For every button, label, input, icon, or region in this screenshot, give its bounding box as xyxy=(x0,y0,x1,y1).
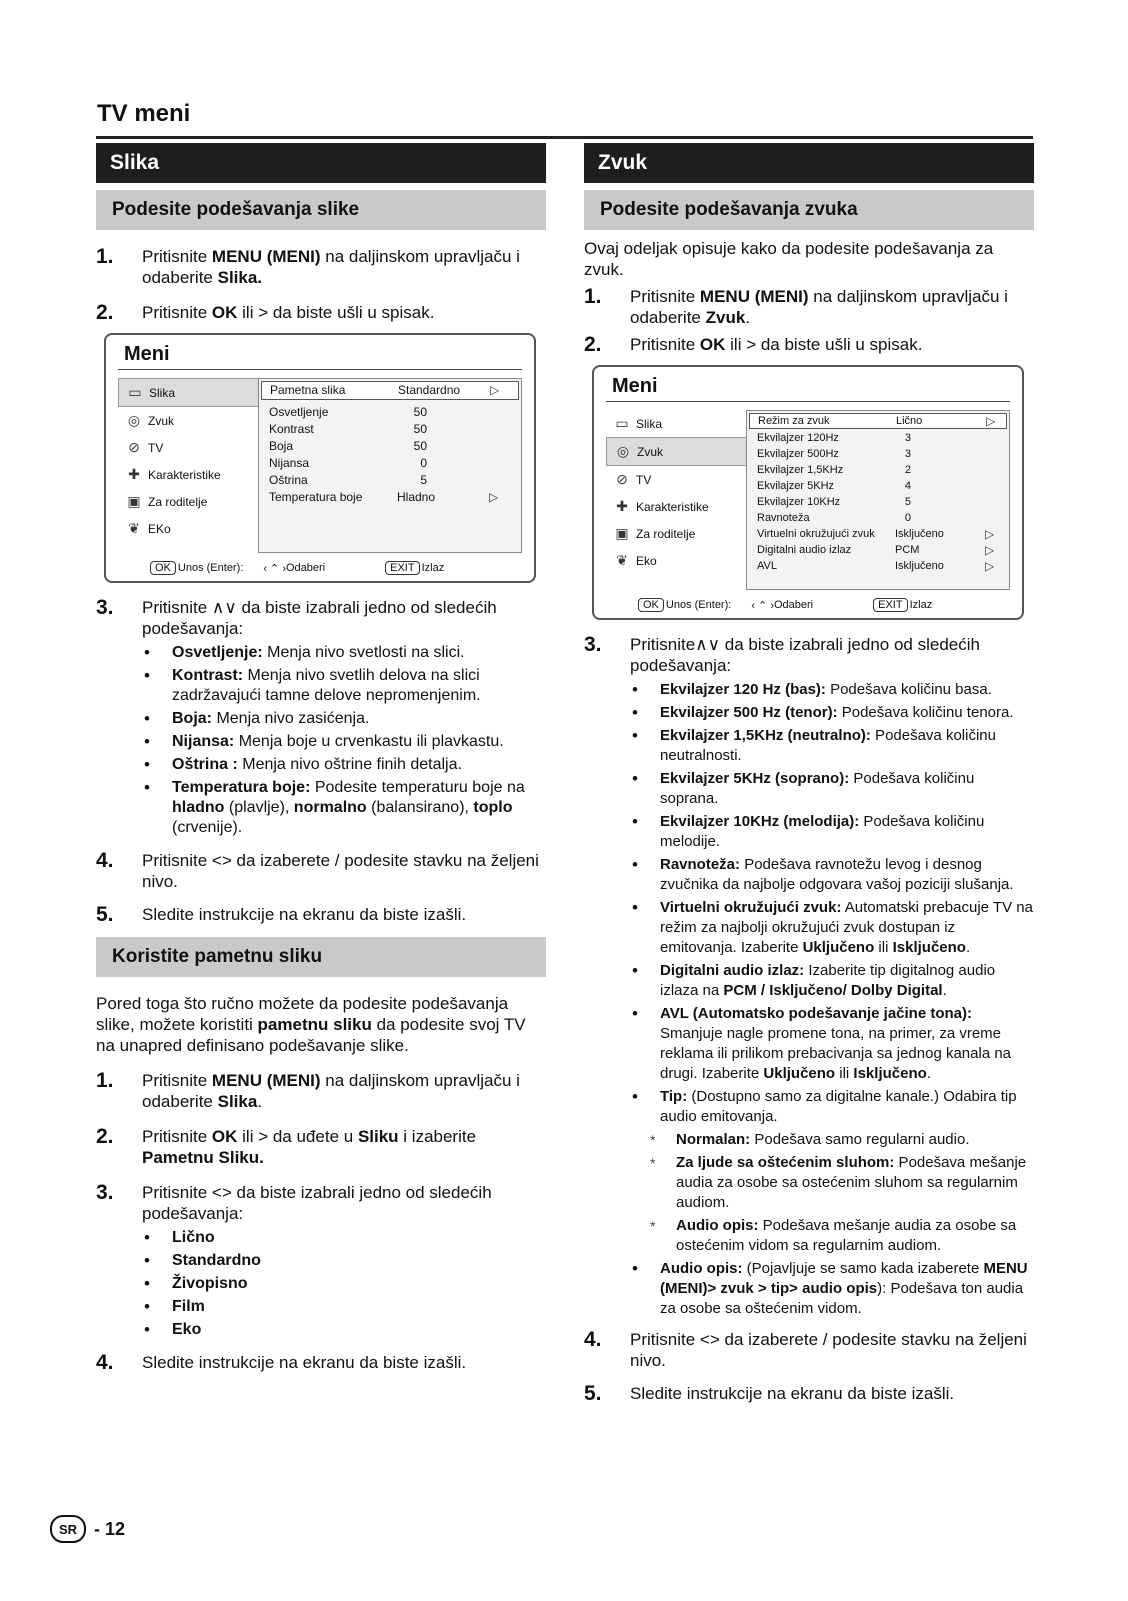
text-bold: normalno xyxy=(293,799,367,816)
label: Karakteristike xyxy=(148,467,221,482)
arrow-right-icon: ▷ xyxy=(986,414,996,428)
osd-row[interactable] xyxy=(261,489,519,506)
step-text xyxy=(142,1126,546,1168)
osd-sidebar-item-eco[interactable] xyxy=(118,515,258,542)
text-bold: Kontrast: xyxy=(172,667,244,684)
text-bold: Uključeno xyxy=(763,1065,836,1082)
osd-row-sound-mode[interactable] xyxy=(749,413,1007,429)
step-text: Pritisnite ∧∨ da biste izabrali jedno od sledećih podešavanja: xyxy=(142,598,497,638)
text: na daljinskom upravljaču i odaberite xyxy=(630,287,1008,327)
osd-row[interactable] xyxy=(749,526,1007,542)
preset-name: Lično xyxy=(172,1229,215,1246)
tv-screen-icon: ▭ xyxy=(128,384,142,400)
list-item xyxy=(630,726,1034,766)
label: EKo xyxy=(148,521,171,536)
list-item-sub xyxy=(630,1216,1034,1256)
satellite-icon: ⊘ xyxy=(128,439,140,455)
text-bold: Pametnu Sliku. xyxy=(142,1148,264,1167)
text: ili xyxy=(835,1065,854,1082)
text: Podešava količinu soprana. xyxy=(660,770,975,807)
preset-name: Živopisno xyxy=(172,1275,248,1292)
setting-value: 0 xyxy=(904,512,911,524)
setting-value: Isključeno xyxy=(895,528,944,540)
section-heading-zvuk: Zvuk xyxy=(584,143,1034,183)
osd-row[interactable] xyxy=(749,430,1007,446)
step-3 xyxy=(584,634,1034,676)
step-text: Sledite instrukcije na ekranu da biste izašli. xyxy=(142,905,467,924)
exit-label: Izlaz xyxy=(421,562,445,574)
label: Zvuk xyxy=(637,444,664,459)
text: ili xyxy=(874,939,893,956)
label: Za roditelje xyxy=(148,494,208,509)
step-number: 1. xyxy=(96,245,114,268)
setting-value: Lično xyxy=(896,415,923,427)
label: TV xyxy=(636,472,652,487)
step-text: Pritisnite∧∨ da biste izabrali jedno od sledećih podešavanja: xyxy=(630,635,980,675)
osd-row[interactable] xyxy=(261,421,519,438)
setting-value: 4 xyxy=(904,480,911,492)
smart-picture-intro xyxy=(96,993,546,1056)
step-text: Sledite instrukcije na ekranu da biste izašli. xyxy=(630,1384,955,1403)
step-1 xyxy=(96,1070,546,1112)
step-number: 4. xyxy=(96,1351,114,1374)
text-bold: Normalan: xyxy=(676,1131,751,1148)
text: . xyxy=(257,1092,263,1111)
tools-icon: ✚ xyxy=(616,498,628,514)
step-number: 4. xyxy=(584,1328,602,1351)
setting-name: Ekvilajzer 5KHz xyxy=(757,480,835,492)
arrow-right-icon: ▷ xyxy=(985,527,995,541)
picture-section xyxy=(96,143,546,1373)
list-item xyxy=(630,680,1034,700)
preset-name: Standardno xyxy=(172,1252,261,1269)
step-number: 2. xyxy=(96,301,114,324)
osd-row[interactable] xyxy=(749,462,1007,478)
text-bold: Ravnoteža: xyxy=(660,856,741,873)
satellite-icon: ⊘ xyxy=(616,471,628,487)
setting-value: 5 xyxy=(420,473,427,487)
osd-row[interactable] xyxy=(749,558,1007,574)
osd-sidebar-item-slika[interactable] xyxy=(118,378,260,407)
text: Podešava ravnotežu levog i desnog zvučnika da najbolje odgovara vašoj poziciji slušanja. xyxy=(660,856,1014,893)
osd-row[interactable] xyxy=(749,494,1007,510)
text: ): Podešava ton audia za osobe sa oštećenim vidom. xyxy=(660,1280,1024,1317)
osd-footer xyxy=(594,590,1022,618)
arrow-right-icon: ▷ xyxy=(985,543,995,557)
osd-sidebar-item-tv[interactable] xyxy=(606,466,746,493)
text: Podešava mešanje audia za osobe sa ostećenim sluhom sa regularnim audiom. xyxy=(676,1154,1027,1211)
list-item-sub xyxy=(630,1153,1034,1213)
list-item xyxy=(142,643,546,663)
subheading-smart-picture: Koristite pametnu sliku xyxy=(96,937,546,977)
text-bold: AVL (Automatsko podešavanje jačine tona): xyxy=(660,1005,973,1022)
text: Smanjuje nagle promene tona, na primer, za vreme reklama ili prilikom prebacivanja sa jednog kanala na drugi. Izaberite xyxy=(660,1025,1012,1082)
text-bold: Audio opis: xyxy=(660,1260,743,1277)
step-5 xyxy=(96,904,546,925)
setting-value: 3 xyxy=(904,432,911,444)
text-bold: MENU (MENI) xyxy=(699,287,809,306)
setting-name: Ekvilajzer 120Hz xyxy=(757,432,839,444)
setting-name: Ravnoteža xyxy=(757,512,810,524)
osd-sidebar-item-parental[interactable] xyxy=(118,488,258,515)
step-number: 5. xyxy=(96,903,114,926)
text-bold: pametnu sliku xyxy=(257,1015,372,1034)
osd-footer xyxy=(106,553,534,581)
list-item xyxy=(142,1228,546,1248)
text-bold: Ekvilajzer 1,5KHz (neutralno): xyxy=(660,727,871,744)
list-item xyxy=(142,1251,546,1271)
setting-value: 3 xyxy=(904,448,911,460)
text-bold: Digitalni audio izlaz: xyxy=(660,962,805,979)
text: ili > da biste ušli u spisak. xyxy=(237,303,435,322)
osd-sidebar-item-parental[interactable] xyxy=(606,520,746,547)
text-bold: Ekvilajzer 10KHz (melodija): xyxy=(660,813,860,830)
text-bold: Oštrina : xyxy=(172,756,238,773)
setting-name: Temperatura boje xyxy=(269,490,363,504)
setting-value: 2 xyxy=(904,464,911,476)
list-item-sub xyxy=(630,1130,1034,1150)
step-text xyxy=(142,302,546,323)
text-bold: Za ljude sa oštećenim sluhom: xyxy=(676,1154,895,1171)
list-item xyxy=(630,1087,1034,1127)
text: (plavlje), xyxy=(224,799,294,816)
step-number: 3. xyxy=(96,1181,114,1204)
text-bold: Virtuelni okružujući zvuk: xyxy=(660,899,842,916)
text-bold: Temperatura boje: xyxy=(172,779,311,796)
setting-value: 50 xyxy=(413,422,427,436)
setting-name: Osvetljenje xyxy=(269,405,329,419)
step-text: Pritisnite <> da izaberete / podesite stavku na željeni nivo. xyxy=(142,851,539,891)
text: Menja boje u crvenkastu ili plavkastu. xyxy=(234,733,504,750)
exit-label: Izlaz xyxy=(909,599,933,611)
text: na daljinskom upravljaču i odaberite xyxy=(142,1071,520,1111)
text-bold: Audio opis: xyxy=(676,1217,759,1234)
text: Menja nivo svetlosti na slici. xyxy=(262,644,465,661)
osd-row[interactable] xyxy=(749,446,1007,462)
text: Podešava samo regularni audio. xyxy=(750,1131,970,1148)
text: ili > da biste ušli u spisak. xyxy=(725,335,923,354)
setting-value: 5 xyxy=(904,496,911,508)
text: . xyxy=(745,308,751,327)
navigate-updown-icon: ‹ ⌃ › xyxy=(751,599,774,612)
osd-body xyxy=(606,410,1010,590)
osd-sidebar-item-tv[interactable] xyxy=(118,434,258,461)
step-number: 4. xyxy=(96,849,114,872)
osd-title: Meni xyxy=(124,343,170,365)
step-3 xyxy=(96,1182,546,1224)
osd-sidebar-item-zvuk[interactable] xyxy=(606,437,748,466)
list-item xyxy=(630,812,1034,852)
text: ili > da uđete u xyxy=(237,1127,358,1146)
osd-row[interactable] xyxy=(749,542,1007,558)
step-text: Pritisnite <> da biste izabrali jedno od sledećih podešavanja: xyxy=(142,1183,492,1223)
text-bold: Isključeno xyxy=(853,1065,927,1082)
text-bold: MENU (MENI) xyxy=(211,247,321,266)
osd-sidebar-item-slika[interactable] xyxy=(606,410,746,437)
text-bold: Nijansa: xyxy=(172,733,235,750)
setting-value: PCM xyxy=(895,544,920,556)
picture-settings-list xyxy=(96,643,546,838)
step-2 xyxy=(96,1126,546,1168)
smart-picture-presets xyxy=(96,1228,546,1340)
setting-name: Režim za zvuk xyxy=(758,415,830,427)
language-badge: SR xyxy=(50,1515,86,1543)
osd-divider xyxy=(606,401,1010,402)
text: Podešava količinu basa. xyxy=(825,681,992,698)
text-bold: toplo xyxy=(473,799,513,816)
preset-name: Film xyxy=(172,1298,205,1315)
text: Pritisnite xyxy=(142,1071,212,1090)
setting-name: Ekvilajzer 500Hz xyxy=(757,448,839,460)
label: TV xyxy=(148,440,164,455)
text-bold: Slika xyxy=(217,1092,258,1111)
text-bold: Tip: xyxy=(660,1088,688,1105)
page-title: TV meni xyxy=(97,100,191,127)
step-4 xyxy=(96,850,546,892)
list-item xyxy=(142,1274,546,1294)
step-5 xyxy=(584,1383,1034,1404)
osd-settings-panel xyxy=(746,410,1010,590)
text-bold: Ekvilajzer 500 Hz (tenor): xyxy=(660,704,838,721)
text: . xyxy=(926,1065,931,1082)
list-item xyxy=(630,703,1034,723)
ok-key: OK xyxy=(638,598,664,612)
leaf-icon: ❦ xyxy=(616,552,628,568)
osd-settings-panel xyxy=(258,378,522,553)
text-bold: Slika. xyxy=(217,268,263,287)
step-number: 3. xyxy=(96,596,114,619)
label: Karakteristike xyxy=(636,499,709,514)
setting-name: Ekvilajzer 10KHz xyxy=(757,496,841,508)
page-number: - 12 xyxy=(94,1518,126,1539)
osd-title: Meni xyxy=(612,375,658,397)
exit-key: EXIT xyxy=(873,598,907,612)
step-3 xyxy=(96,597,546,639)
enter-label: Unos (Enter): xyxy=(177,562,244,574)
text: Podešava mešanje audia za osobe sa ostećenim vidom sa regularnim audiom. xyxy=(676,1217,1017,1254)
enter-label: Unos (Enter): xyxy=(665,599,732,611)
setting-value: 50 xyxy=(413,405,427,419)
text: (balansirano), xyxy=(366,799,474,816)
label: Slika xyxy=(149,385,176,400)
text-bold: MENU (MENI)> zvuk > tip> audio opis xyxy=(660,1260,1028,1297)
text-bold: Sliku xyxy=(357,1127,399,1146)
step-4 xyxy=(584,1329,1034,1371)
page-footer xyxy=(50,1515,125,1543)
list-item xyxy=(142,732,546,752)
list-item xyxy=(630,855,1034,895)
list-item xyxy=(630,1004,1034,1084)
text: Automatski prebacuje TV na režim za najbolji okružujući zvuk dostupan iz emitovanja. Izaberite xyxy=(660,899,1033,956)
label: Za roditelje xyxy=(636,526,696,541)
subheading-sound-settings: Podesite podešavanja zvuka xyxy=(584,190,1034,230)
osd-row[interactable] xyxy=(261,455,519,472)
speaker-icon: ◎ xyxy=(616,443,630,459)
setting-value: Standardno xyxy=(398,383,461,397)
select-label: Odaberi xyxy=(285,562,326,574)
list-item xyxy=(142,666,546,706)
sound-section xyxy=(584,143,1034,1404)
text: Pritisnite xyxy=(142,1127,212,1146)
text: Podešava količinu tenora. xyxy=(837,704,1014,721)
preset-name: Eko xyxy=(172,1321,202,1338)
osd-row[interactable] xyxy=(261,472,519,489)
setting-value: Hladno xyxy=(397,490,436,504)
text: Menja nivo zasićenja. xyxy=(212,710,370,727)
text-bold: OK xyxy=(699,335,726,354)
step-number: 3. xyxy=(584,633,602,656)
text-bold: MENU (MENI) xyxy=(211,1071,321,1090)
title-rule xyxy=(96,136,1033,139)
exit-key: EXIT xyxy=(385,561,419,575)
osd-body xyxy=(118,378,522,553)
step-number: 2. xyxy=(584,333,602,356)
setting-value: 0 xyxy=(420,456,427,470)
step-number: 1. xyxy=(584,285,602,308)
osd-sidebar xyxy=(118,378,258,553)
text-bold: Ekvilajzer 5KHz (soprano): xyxy=(660,770,850,787)
text-bold: Ekvilajzer 120 Hz (bas): xyxy=(660,681,826,698)
setting-name: Boja xyxy=(269,439,294,453)
step-1 xyxy=(96,246,546,288)
sound-intro: Ovaj odeljak opisuje kako da podesite podešavanja za zvuk. xyxy=(584,239,994,279)
text-bold: Boja: xyxy=(172,710,212,727)
text: (crvenije). xyxy=(172,819,243,836)
text: Pored toga što ručno možete da podesite podešavanja slike, možete koristiti xyxy=(96,994,509,1034)
label: Eko xyxy=(636,553,657,568)
list-item xyxy=(142,1297,546,1317)
list-item xyxy=(142,755,546,775)
sound-menu-screen xyxy=(592,365,1024,620)
arrow-right-icon: ▷ xyxy=(489,490,499,504)
picture-menu-screen xyxy=(104,333,536,583)
list-item xyxy=(142,709,546,729)
setting-name: Pametna slika xyxy=(270,383,346,397)
step-2 xyxy=(96,302,546,323)
text: Pritisnite xyxy=(142,303,212,322)
setting-name: Nijansa xyxy=(269,456,310,470)
text: na daljinskom upravljaču i odaberite xyxy=(142,247,520,287)
setting-name: Kontrast xyxy=(269,422,314,436)
select-label: Odaberi xyxy=(773,599,814,611)
list-item xyxy=(630,769,1034,809)
osd-row-smart-picture[interactable] xyxy=(261,381,519,400)
text: Pritisnite xyxy=(142,247,212,266)
osd-sidebar xyxy=(606,410,746,590)
osd-row[interactable] xyxy=(261,438,519,455)
setting-value: 50 xyxy=(413,439,427,453)
text: Menja nivo svetlih delova na slici zadržavajući tamne delove nepromenjenim. xyxy=(172,667,481,704)
setting-value: Isključeno xyxy=(895,560,944,572)
text: da podesite svoj TV na unapred definisano podešavanje slike. xyxy=(96,1015,526,1055)
text: Podešava količinu melodije. xyxy=(660,813,985,850)
step-number: 1. xyxy=(96,1069,114,1092)
text: Pritisnite xyxy=(630,287,700,306)
sound-settings-list xyxy=(584,680,1034,1319)
step-4 xyxy=(96,1352,546,1373)
text: i izaberite xyxy=(398,1127,477,1146)
text-bold: Uključeno xyxy=(802,939,875,956)
text-bold: PCM / Isključeno/ Dolby Digital xyxy=(723,982,943,999)
osd-sidebar-item-zvuk[interactable] xyxy=(118,407,258,434)
list-item xyxy=(142,778,546,838)
setting-name: AVL xyxy=(757,560,777,572)
text: . xyxy=(942,982,947,999)
setting-name: Virtuelni okružujući zvuk xyxy=(757,528,875,540)
osd-row[interactable] xyxy=(749,510,1007,526)
leaf-icon: ❦ xyxy=(128,520,140,536)
text: (Pojavljuje se samo kada izaberete xyxy=(742,1260,984,1277)
step-2 xyxy=(584,334,1034,355)
setting-name: Digitalni audio izlaz xyxy=(757,544,852,556)
lock-icon: ▣ xyxy=(615,525,629,541)
text: Pritisnite xyxy=(630,335,700,354)
text-bold: Osvetljenje: xyxy=(172,644,263,661)
text-bold: Isključeno xyxy=(892,939,966,956)
osd-row[interactable] xyxy=(749,478,1007,494)
arrow-right-icon: ▷ xyxy=(985,559,995,573)
section-heading-slika: Slika xyxy=(96,143,546,183)
osd-sidebar-item-features[interactable] xyxy=(118,461,258,488)
step-text: Sledite instrukcije na ekranu da biste izašli. xyxy=(142,1353,467,1372)
step-1 xyxy=(584,286,1034,328)
label: Zvuk xyxy=(148,413,175,428)
text-bold: hladno xyxy=(172,799,225,816)
osd-divider xyxy=(118,369,522,370)
text: Izaberite tip digitalnog audio izlaza na xyxy=(660,962,996,999)
subheading-picture-settings: Podesite podešavanja slike xyxy=(96,190,546,230)
tv-screen-icon: ▭ xyxy=(615,415,629,431)
text-bold: OK xyxy=(211,1127,238,1146)
step-number: 5. xyxy=(584,1382,602,1405)
step-number: 2. xyxy=(96,1125,114,1148)
arrow-right-icon: ▷ xyxy=(490,383,500,397)
text: Podesite temperaturu boje na xyxy=(310,779,525,796)
step-text: Pritisnite <> da izaberete / podesite stavku na željeni nivo. xyxy=(630,1330,1027,1370)
text: (Dostupno samo za digitalne kanale.) Odabira tip audio emitovanja. xyxy=(660,1088,1017,1125)
osd-sidebar-item-eco[interactable] xyxy=(606,547,746,574)
setting-name: Oštrina xyxy=(269,473,308,487)
list-item xyxy=(630,898,1034,958)
ok-key: OK xyxy=(150,561,176,575)
text-bold: OK xyxy=(211,303,238,322)
osd-sidebar-item-features[interactable] xyxy=(606,493,746,520)
speaker-icon: ◎ xyxy=(127,412,141,428)
list-item xyxy=(630,961,1034,1001)
step-text xyxy=(630,334,1034,355)
step-text xyxy=(142,246,546,288)
list-item xyxy=(630,1259,1034,1319)
text: Podešava količinu neutralnosti. xyxy=(660,727,996,764)
label: Slika xyxy=(636,416,663,431)
navigate-updown-icon: ‹ ⌃ › xyxy=(263,562,286,575)
tools-icon: ✚ xyxy=(128,466,140,482)
setting-name: Ekvilajzer 1,5KHz xyxy=(757,464,844,476)
text: . xyxy=(965,939,971,956)
step-text xyxy=(142,1070,546,1112)
osd-row[interactable] xyxy=(261,404,519,421)
list-item xyxy=(142,1320,546,1340)
text-bold: Zvuk xyxy=(705,308,746,327)
step-text xyxy=(630,286,1034,328)
lock-icon: ▣ xyxy=(127,493,141,509)
text: Menja nivo oštrine finih detalja. xyxy=(237,756,462,773)
